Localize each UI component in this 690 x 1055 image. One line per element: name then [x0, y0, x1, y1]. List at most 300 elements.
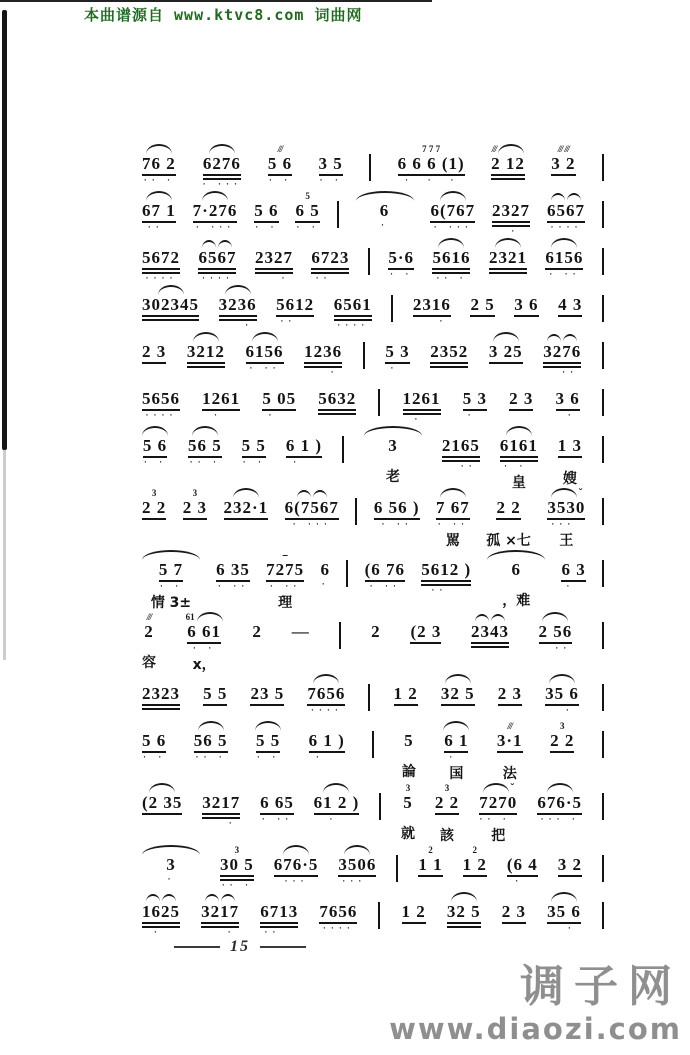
octave-dots: ···· [145, 270, 177, 284]
note-group [319, 142, 343, 185]
note-digits: 2 3 [142, 342, 166, 364]
slur-arc-icon [364, 426, 422, 436]
octave-dots: · ·· [369, 578, 401, 592]
note-digits: 1 3 [558, 436, 582, 458]
note-digits: 3 6 [514, 295, 538, 317]
note-group [320, 548, 330, 589]
note-digits: 2 3 [183, 498, 207, 520]
tremolo-icon: /// [146, 612, 152, 622]
octave-dots: ·· · [143, 172, 175, 186]
octave-dots: ···· [145, 407, 177, 421]
lyric-text: ，难 [502, 593, 531, 609]
slur-arc-icon [313, 674, 339, 684]
note-group [194, 719, 228, 762]
slur-arc-icon [493, 332, 519, 342]
score-row [142, 330, 604, 377]
octave-dots: · [448, 749, 465, 763]
note-group [309, 719, 345, 762]
lyric-text: 就 [400, 826, 415, 842]
note-digits: 3217 [201, 902, 239, 928]
slur-arc-icon [202, 191, 228, 201]
slur-arc-icon [192, 426, 218, 436]
note-group [436, 486, 470, 550]
barline-icon [602, 342, 604, 369]
note-digits: 1 2 [402, 902, 426, 924]
octave-dots: ···· [549, 219, 582, 233]
barline-icon [355, 498, 357, 525]
note-group [219, 283, 257, 330]
slur-arc-icon [221, 894, 235, 902]
ornament-row [542, 610, 568, 622]
ornament-row [440, 189, 466, 201]
note-digits: 5 05 [262, 389, 296, 411]
slur-arc-icon [487, 550, 545, 560]
ornament-row [495, 236, 521, 248]
note-group [220, 843, 254, 890]
ornament-row [305, 189, 310, 201]
note-digits: 5612 ) [421, 560, 471, 586]
scan-top-edge-line [0, 0, 432, 2]
ornament-row [202, 236, 232, 248]
slur-arc-icon [149, 783, 175, 793]
note-digits: 5 6 [143, 436, 167, 458]
note-group [198, 236, 236, 283]
ornament-row [440, 486, 466, 498]
barline-icon [602, 731, 604, 758]
note-group [186, 610, 223, 674]
barline-icon [378, 389, 380, 416]
ornament-row [560, 719, 565, 731]
note-group [432, 236, 470, 283]
ornament-row [297, 486, 327, 498]
note-group [545, 236, 583, 279]
note-group [183, 486, 207, 529]
note-group [268, 142, 292, 185]
lyric-text: 論 [401, 764, 416, 780]
ornament-row [198, 719, 224, 731]
octave-dots: ·· [445, 458, 477, 472]
slur-arc-icon [438, 238, 464, 248]
note-digits: 2 3 [502, 902, 526, 924]
note-digits: 3276 [543, 342, 581, 368]
note-digits: 2 2 [142, 498, 166, 520]
note-digits: 6 1 ) [309, 731, 345, 753]
octave-dots: · · [319, 172, 343, 186]
ornament-row [205, 890, 235, 902]
ornament-row [445, 672, 471, 684]
octave-dots: · [552, 920, 576, 934]
octave-dots: · · [242, 454, 266, 468]
slur-arc-icon [475, 614, 489, 622]
barline-icon [602, 902, 604, 929]
note-digits: 3236 [219, 295, 257, 321]
slur-arc-icon [547, 783, 573, 793]
note-digits: 5 [404, 731, 414, 750]
note-group [441, 672, 475, 715]
ornament-row [142, 548, 200, 560]
barline-icon [602, 793, 604, 820]
tremolo-icon: /// [491, 144, 497, 154]
tremolo-icon: /// [277, 144, 283, 154]
slur-arc-icon [142, 550, 200, 560]
octave-dots: · ·· [437, 516, 469, 530]
ornament-row [438, 236, 464, 248]
note-digits: 7656 [307, 684, 345, 706]
ornament-row [192, 424, 218, 436]
note-digits: (6 4 [507, 855, 538, 877]
octave-dots: ·· · [194, 749, 227, 763]
note-digits: 3217 [202, 793, 240, 819]
octave-dots: · · [268, 172, 292, 186]
note-digits: 5672 [142, 248, 180, 274]
note-digits: 232·1 [224, 498, 269, 520]
octave-dots: · ··· [433, 219, 473, 233]
note-group [260, 890, 298, 937]
note-group [547, 189, 585, 232]
note-digits: 3 [388, 436, 398, 455]
lyric-text: 孤 ×七 [486, 533, 531, 549]
grace-note: 3 [234, 845, 240, 855]
note-group [255, 719, 281, 762]
ornament-row [547, 781, 573, 793]
note-group [142, 189, 176, 232]
note-digits: 1 2 [463, 855, 487, 877]
note-digits: 2343 [471, 622, 509, 648]
note-group [547, 486, 585, 550]
slur-arc-icon [283, 845, 309, 855]
note-group [193, 189, 238, 232]
slur-arc-icon [255, 721, 281, 731]
barline-icon [602, 560, 604, 587]
page-footer [0, 938, 480, 956]
note-group [471, 610, 509, 657]
note-digits: 1 1 [418, 855, 442, 877]
lyric-text: 情 3± [150, 595, 192, 611]
note-digits: (2 35 [142, 793, 182, 815]
octave-dots: ·· [546, 364, 578, 378]
octave-dots: · [496, 223, 527, 237]
grace-note: 7 7 7 [422, 144, 441, 154]
note-digits: 6 5 [295, 201, 319, 223]
note-group [398, 142, 465, 185]
ornament-row [551, 236, 577, 248]
diaozi-site-url: www.diaozi.com [389, 1012, 682, 1046]
octave-dots: · · [254, 219, 279, 233]
note-digits: 2 56 [539, 622, 573, 644]
octave-dots: · · [503, 458, 535, 472]
note-group [334, 283, 372, 330]
ornament-row [406, 781, 411, 793]
note-digits: 23 5 [250, 684, 284, 706]
score-row [142, 719, 604, 781]
note-digits: 5 6 [142, 731, 166, 753]
octave-dots: · · [295, 219, 320, 233]
octave-dots: · ·· [217, 578, 249, 592]
octave-dots: ···· [336, 317, 369, 331]
note-group [142, 424, 168, 467]
octave-dots: · [315, 749, 339, 763]
scan-left-bar-fade [3, 450, 6, 660]
note-digits: 6 3 [561, 560, 585, 582]
note-group [543, 330, 581, 377]
octave-dots: ·· · [189, 454, 221, 468]
note-digits: 2321 [489, 248, 527, 274]
note-group [463, 843, 487, 886]
slur-arc-icon [297, 490, 311, 498]
note-group [498, 672, 522, 715]
note-group [443, 719, 469, 783]
octave-dots: · [389, 360, 406, 374]
octave-dots: ·· [430, 582, 462, 596]
grace-note: 5 [305, 191, 310, 201]
octave-dots: · ·· [269, 578, 301, 592]
source-watermark-header: 本曲谱源自 www.ktvc8.com 词曲网 [84, 6, 363, 24]
note-digits: 2 [371, 622, 381, 641]
barline-icon [602, 436, 604, 463]
note-group [551, 142, 575, 185]
note-group [356, 189, 414, 230]
slur-arc-icon [198, 721, 224, 731]
slur-arc-icon [549, 674, 575, 684]
ornament-row [551, 486, 582, 498]
note-group [491, 142, 525, 189]
note-digits: 2352 [430, 342, 468, 368]
score-row [142, 890, 604, 937]
grace-note: 3 [444, 783, 450, 793]
octave-dots: · [206, 407, 237, 421]
note-group [550, 719, 574, 762]
barline-icon [363, 342, 365, 369]
octave-dots: · [514, 873, 530, 887]
grace-note: 3 [192, 488, 198, 498]
note-group [252, 610, 262, 651]
slur-arc-icon [443, 721, 469, 731]
octave-dots: ·· · [221, 877, 253, 891]
lyric-text: 法 [502, 766, 517, 782]
ornament-row [252, 330, 278, 342]
slur-arc-icon [547, 334, 561, 342]
tremolo-icon: /// [564, 144, 569, 154]
note-digits: 302345 [142, 295, 199, 321]
note-digits: 2 2 [435, 793, 459, 815]
barline-icon [602, 201, 604, 228]
barline-icon [602, 389, 604, 416]
slur-arc-icon [344, 845, 370, 855]
note-group [489, 236, 527, 283]
note-group [216, 548, 250, 591]
note-group [142, 283, 199, 330]
ornament-row [278, 142, 283, 154]
note-digits: 6567 [198, 248, 236, 274]
octave-dots: · ·· [261, 811, 293, 825]
note-group [292, 610, 310, 651]
note-group [255, 236, 293, 283]
octave-dots: · [328, 811, 345, 825]
slur-arc-icon [483, 783, 509, 793]
note-digits: 6 1 ) [286, 436, 322, 458]
note-digits: 7 67 [436, 498, 470, 520]
note-group [142, 330, 166, 373]
note-group [556, 377, 580, 420]
slur-arc-icon [445, 674, 471, 684]
slur-arc-icon [146, 894, 160, 902]
note-group [558, 843, 582, 886]
slur-arc-icon [205, 894, 219, 902]
ornament-row [492, 142, 525, 154]
note-digits: 4 3 [558, 295, 582, 317]
lyric-text: 国 [449, 766, 464, 782]
octave-dots: · [205, 924, 236, 938]
slur-arc-icon [440, 488, 466, 498]
slur-arc-icon [356, 191, 414, 201]
grace-note: 2 [472, 845, 477, 855]
note-group [410, 610, 441, 653]
note-group [224, 486, 269, 529]
tremolo-icon: /// [557, 144, 563, 154]
slur-arc-icon [567, 193, 581, 201]
note-group [142, 672, 180, 719]
ornament-row [146, 189, 172, 201]
barline-icon [342, 436, 344, 463]
note-group [319, 890, 357, 933]
barline-icon [602, 248, 604, 275]
note-group [385, 330, 409, 373]
note-group [561, 548, 585, 591]
score-row [142, 672, 604, 719]
slur-arc-icon [209, 144, 235, 154]
note-group [514, 283, 538, 326]
octave-dots: ··· [341, 873, 374, 887]
lyric-text: x， [192, 657, 216, 673]
note-group [509, 377, 533, 420]
note-digits: 32 5 [441, 684, 475, 706]
slur-arc-icon [498, 144, 524, 154]
note-digits: 6 [511, 560, 522, 579]
note-digits: 3 2 [551, 154, 575, 176]
slur-arc-icon [551, 488, 577, 498]
note-digits: 2327 [492, 201, 530, 227]
note-group [276, 283, 314, 326]
slur-arc-icon [551, 892, 577, 902]
note-group [142, 377, 180, 420]
octave-dots: ·· [540, 640, 571, 654]
note-group [307, 672, 345, 715]
score-row [142, 843, 604, 890]
note-digits: 6723 [311, 248, 349, 274]
note-group [338, 843, 376, 886]
lyric-text: 該 [439, 828, 454, 844]
octave-dash-icon: – [282, 550, 288, 561]
note-group [489, 330, 523, 373]
ornament-row [313, 672, 339, 684]
note-digits: 5 7 [159, 560, 183, 582]
octave-dots: · [416, 313, 447, 327]
ornament-row [451, 890, 477, 902]
ornament-row [551, 890, 577, 902]
ornament-row [235, 843, 240, 855]
ornament-row [549, 672, 575, 684]
barline-icon [602, 684, 604, 711]
note-group [558, 424, 582, 488]
score-row [142, 377, 604, 424]
ornament-row [364, 424, 422, 436]
barline-icon [602, 498, 604, 525]
octave-dots: · · · [404, 172, 458, 186]
tremolo-icon: /// [507, 721, 512, 731]
note-digits: 3·1 [497, 731, 523, 753]
note-digits: 6713 [260, 902, 298, 928]
note-digits: 6 61 [187, 622, 221, 644]
scan-left-bar [2, 10, 7, 450]
ornament-row [186, 610, 223, 622]
note-digits: 6156 [545, 248, 583, 270]
barline-icon [337, 201, 339, 228]
barline-icon [339, 622, 341, 649]
lyric-text: 嫂 [562, 471, 577, 487]
score-row [142, 236, 604, 283]
note-digits: 3 2 [558, 855, 582, 877]
score-row [142, 189, 604, 236]
note-group [500, 424, 538, 492]
ornament-row [158, 283, 184, 295]
note-group [487, 548, 545, 610]
note-group [401, 781, 415, 843]
barline-icon [369, 154, 371, 181]
note-group [202, 142, 241, 189]
note-digits: 1236 [304, 342, 342, 368]
octave-dots: · ·· [548, 266, 581, 280]
note-digits: 30 5 [220, 855, 254, 881]
octave-dots: ··· [284, 873, 309, 887]
note-digits: 2 5 [470, 295, 494, 317]
note-group [502, 890, 526, 933]
octave-dots: · [559, 407, 576, 421]
note-digits: 2 12 [491, 154, 525, 180]
octave-dots: ···· [322, 920, 355, 934]
octave-dots: · [206, 815, 237, 829]
note-group [403, 377, 441, 424]
note-digits: 61 2 ) [314, 793, 360, 815]
octave-dots: · ··· [292, 516, 332, 530]
note-group [242, 424, 266, 467]
ornament-row [551, 189, 581, 201]
octave-dots: ···· [201, 270, 234, 284]
octave-dots: ··· · [540, 811, 580, 825]
lyric-text: 理 [278, 595, 293, 611]
grace-note: 3 [151, 488, 157, 498]
octave-dots: · ·· [248, 360, 281, 374]
ornament-row [282, 548, 288, 560]
ornament-row [428, 843, 433, 855]
ornament-row [493, 330, 519, 342]
slur-arc-icon [323, 783, 349, 793]
grace-note: 61 [185, 612, 195, 622]
lyric-text: 容 [142, 655, 156, 671]
note-digits: 7270 [479, 793, 517, 815]
diaozi-watermark [389, 963, 682, 1047]
note-digits: 1 2 [394, 684, 418, 706]
note-digits: 32 5 [447, 902, 481, 928]
slur-arc-icon [495, 238, 521, 248]
note-group [142, 890, 180, 937]
note-group [286, 424, 322, 467]
note-digits: 1261 [202, 389, 240, 411]
barline-icon [372, 731, 374, 758]
note-digits: 7·276 [193, 201, 238, 223]
note-digits: 676·5 [537, 793, 582, 815]
note-digits: 5632 [318, 389, 356, 415]
note-group [486, 486, 531, 550]
